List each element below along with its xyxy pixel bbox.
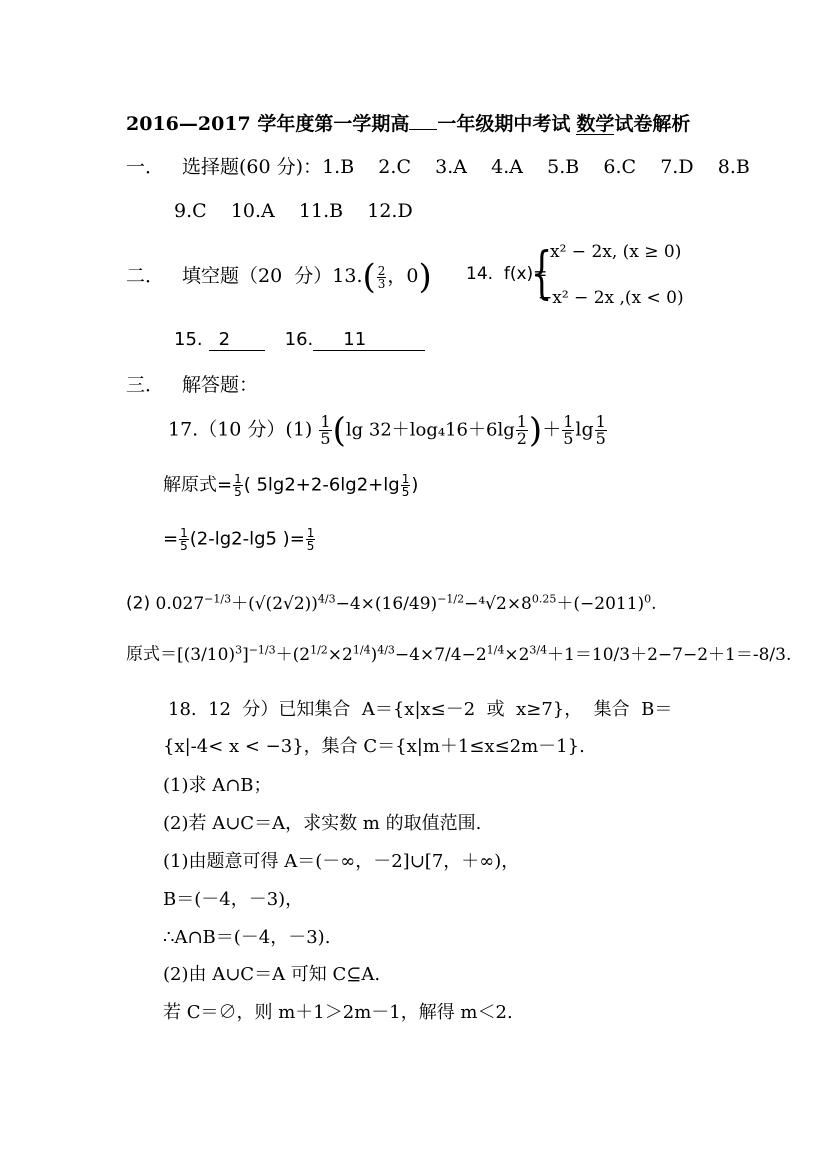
q13-numerator: 2 [377, 263, 386, 278]
q17-part2-label: (2) [126, 593, 151, 614]
q17-header: 17.（10 分）(1) [168, 418, 313, 441]
sol2-body: (2-lg2-lg5 )= [189, 528, 305, 550]
q17-solution-line1 [163, 473, 418, 498]
q17-part2-expression: $0.027^{-1/3}+(√(2√2))^{4/3}-4\times(16/49)^{-1/2}-^4√2\times 8^{0.25}+(-2011)^0$. [155, 592, 657, 614]
q13-fraction [377, 265, 387, 290]
q17-part2-solution-label: 原式＝ [126, 644, 177, 665]
page-title [126, 112, 690, 136]
q13-rest: ，0 [387, 265, 419, 287]
title-middle: 一年级期中考试 [437, 113, 571, 135]
q13-open-paren: ( [362, 257, 376, 297]
sol1-end: ) [411, 474, 419, 496]
q18-solution-1: (1)由题意可得 A＝(－∞，－2]∪[7，＋∞)， [163, 851, 520, 872]
sol2-prefix: = [163, 528, 179, 550]
q18-solution-3: ∴A∩B＝(－4，－3). [163, 927, 331, 948]
title-blank [409, 129, 437, 130]
title-prefix: 2016—2017 学年度第一学期高 [126, 113, 410, 135]
q14-case-1: x² − 2x, (x ≥ 0) [550, 242, 682, 262]
q17-fifth-b: $\frac{1}{5}$ [563, 412, 574, 448]
section-3-label: 三． [126, 374, 165, 396]
q16-label: 16. [284, 329, 314, 350]
section-2-label: 二． [126, 265, 165, 287]
section-1-row1 [126, 155, 750, 179]
section-1-heading: 选择题(60 分)： [182, 156, 323, 178]
sol2-fifth: $\frac{1}{5}$ [180, 526, 188, 553]
sol2-fifth-b: $\frac{1}{5}$ [306, 526, 315, 553]
sol1-fifth: $\frac{1}{5}$ [234, 472, 242, 499]
q17-part2-solution [126, 638, 791, 667]
title-subject: 数学 [576, 113, 615, 135]
sol1-prefix: 解原式= [163, 474, 233, 496]
q13-label: 13. [332, 265, 363, 287]
section-3-heading: 解答题： [182, 374, 259, 396]
q17-lg: lg [575, 418, 594, 441]
q14-case-2: −x² − 2x ,(x < 0) [538, 288, 684, 308]
q17-open-paren: ( [332, 410, 346, 451]
q15-16-row [174, 328, 425, 352]
q18-solution-4: (2)由 A∪C＝A 可知 C⊆A. [163, 964, 381, 985]
sol1-body: ( 5lg2+2-6lg2+lg [243, 474, 400, 496]
section-2-heading: 填空题（20 分） [182, 265, 333, 287]
section-1-row2 [174, 199, 413, 223]
q18-line2: {x|-4< x < −3}，集合 C＝{x|m＋1≤x≤2m－1}. [163, 736, 585, 757]
q17-part1-row [168, 410, 608, 451]
q15-label: 15. [174, 329, 203, 350]
q18-part1: (1)求 A∩B； [163, 775, 272, 796]
q17-plus: ＋ [542, 418, 562, 441]
q16-answer: 11 [313, 330, 425, 351]
title-suffix: 试卷解析 [614, 113, 691, 135]
q18-solution-5: 若 C＝∅，则 m＋1＞2m－1，解得 m＜2. [163, 1002, 513, 1023]
q17-solution-line2 [163, 527, 316, 552]
q17-part2-row [126, 587, 657, 616]
q17-part2-solution-body: $[(3/10)^3]^{-1/3}+(2^{1/2}\times 2^{1/4})^{4/3}-4\times 7/4-2^{1/4}\times 2^{3/4}+1=10/3+2-7-2+1=-8/3$. [177, 643, 792, 665]
section-3-heading-row [126, 373, 258, 397]
q17-one-fifth: $\frac{1}{5}$ [320, 412, 331, 448]
q18-solution-2: B＝(－4，－3)， [163, 889, 304, 910]
section-2-row [126, 257, 432, 297]
q17-fifth-c: $\frac{1}{5}$ [595, 412, 606, 448]
choice-answers-row1: 1.B 2.C 3.A 4.A 5.B 6.C 7.D 8.B [322, 156, 750, 178]
q17-expression: lg 32＋log₄16＋6lg [345, 419, 515, 441]
choice-answers-row2: 9.C 10.A 11.B 12.D [174, 200, 413, 222]
q14-prefix: 14. f(x)= [466, 264, 548, 284]
q17-half: $\frac{1}{2}$ [516, 412, 527, 448]
q14-brace: { [531, 241, 553, 306]
q18-line1: 18. 12 分）已知集合 A＝{x|x≤－2 或 x≥7}， 集合 B＝ [168, 699, 673, 720]
q13-close-paren: ) [418, 257, 432, 297]
q17-close-paren: ) [528, 410, 543, 451]
q15-answer: 2 [209, 330, 265, 351]
section-1-label: 一． [126, 156, 165, 178]
q18-part2: (2)若 A∪C＝A，求实数 m 的取值范围. [163, 813, 482, 834]
sol1-fifth-b: $\frac{1}{5}$ [401, 472, 410, 499]
q13-denominator: 3 [377, 276, 386, 291]
